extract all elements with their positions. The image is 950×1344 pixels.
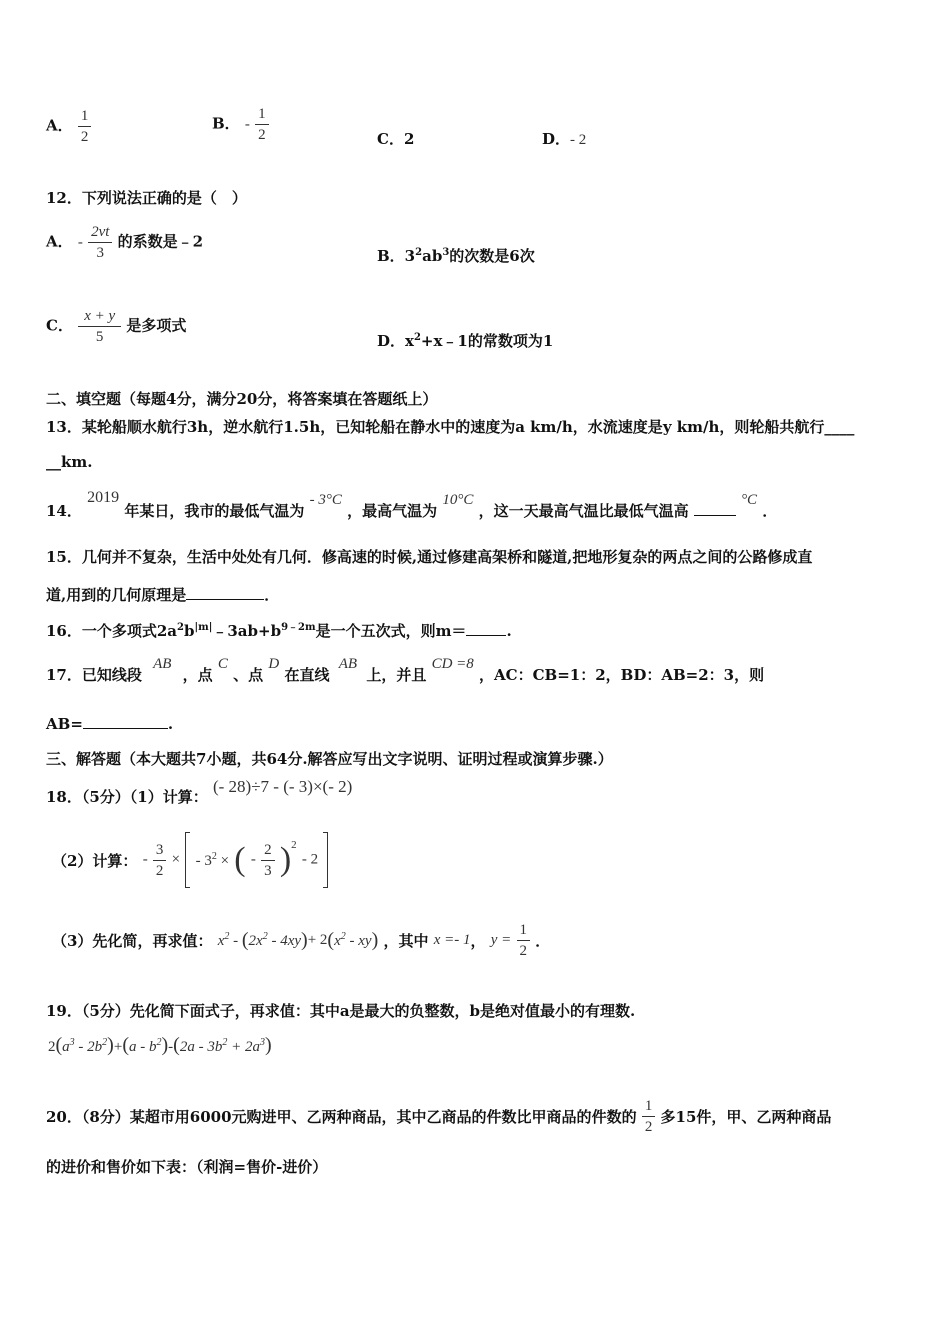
q15-line2: 道,用到的几何原理是 ． (46, 586, 280, 604)
answer-blank (466, 621, 506, 636)
answer-blank (694, 501, 736, 516)
fraction: $\frac{1}{2}$ (517, 920, 531, 961)
q18-part3: （3）先化简，再求值： $x^2 - (2x^2 - 4xy)+ 2(x^2 - xy)$ ，其中 x =- 1， y = $\frac{1}{2}$ ． (52, 922, 551, 959)
answer-blank (83, 714, 168, 729)
q12-option-b: B．$3^2ab^3$的次数是6次 (377, 247, 535, 265)
q11-option-c: C．2 (377, 130, 415, 148)
fraction: $\frac{3}{2}$ (153, 840, 167, 881)
q11-option-a: A． $\frac{1}{2}$ (46, 106, 91, 147)
q13-line2: __km. (46, 453, 93, 471)
fraction: $\frac{1}{2}$ (255, 104, 269, 145)
fraction: $\frac{2}{3}$ (261, 840, 275, 881)
fraction: $\frac{2vt}{3}$ (88, 222, 112, 263)
q15-line1: 15．几何并不复杂，生活中处处有几何．修高速的时候,通过修建高架桥和隧道,把地形复杂的两点之间的公路修成直 (46, 548, 813, 566)
section-2-heading: 二、填空题（每题4分，满分20分，将答案填在答题纸上） (46, 390, 438, 408)
q18-part2: （2）计算： - $\frac{3}{2}$ × - $3^2$ × ( - $\frac{2}{3}$ )$^2$ - 2 (52, 832, 328, 890)
q17-line2: AB= . (46, 715, 174, 733)
q19-expression: $2(a^3 - 2b^2)+(a - b^2)-(2a - 3b^2 + 2a^3)$ (48, 1034, 272, 1056)
right-bracket (323, 832, 328, 888)
q18-part1: 18．（5分）（1）计算： (- 28)÷7 - (- 3)×(- 2) (46, 777, 353, 806)
q12-option-d: D．$x^2+x﹣1$的常数项为1 (377, 332, 554, 350)
q13-line1: 13．某轮船顺水航行3h，逆水航行1.5h，已知轮船在静水中的速度为a km/h，水流速度是y km/h，则轮船共航行____ (46, 418, 855, 436)
q16: 16．一个多项式$2a^2b^{|m|}﹣3ab+b^{9﹣2m}$是一个五次式，则m＝ . (46, 622, 512, 640)
q12-stem: 12．下列说法正确的是（ ） (46, 189, 247, 207)
q12-option-a: A． - $\frac{2vt}{3}$ 的系数是﹣2 (46, 224, 204, 261)
fraction: $\frac{1}{2}$ (642, 1096, 656, 1137)
q12-option-c: C． $\frac{x + y}{5}$ 是多项式 (46, 308, 187, 345)
q14: 14． 2019 年某日，我市的最低气温为 - 3°C ，最高气温为 10°C ，这一天最高气温比最低气温高 °C ． (46, 489, 778, 520)
q19-stem: 19．（5分）先化简下面式子，再求值：其中a是最大的负整数，b是绝对值最小的有理数. (46, 1002, 636, 1020)
left-bracket (185, 832, 190, 888)
q20-line1: 20．（8分）某超市用6000元购进甲、乙两种商品，其中乙商品的件数比甲商品的件数的 $\frac{1}{2}$ 多15件，甲、乙两种商品 (46, 1098, 832, 1135)
answer-blank (186, 585, 264, 600)
q11-option-b: B． - $\frac{1}{2}$ (212, 104, 269, 145)
q17-line1: 17．已知线段 AB ，点 C 、点 D 在直线 AB 上，并且 CD =8 ，AC：CB=1：2，BD：AB=2：3，则 (46, 656, 765, 684)
fraction: $\frac{x + y}{5}$ (78, 306, 121, 347)
fraction: $\frac{1}{2}$ (78, 106, 92, 147)
section-3-heading: 三、解答题（本大题共7小题，共64分.解答应写出文字说明、证明过程或演算步骤.） (46, 750, 613, 768)
q20-line2: 的进价和售价如下表：（利润=售价-进价） (46, 1158, 328, 1176)
q11-option-d: D．- 2 (542, 130, 587, 148)
